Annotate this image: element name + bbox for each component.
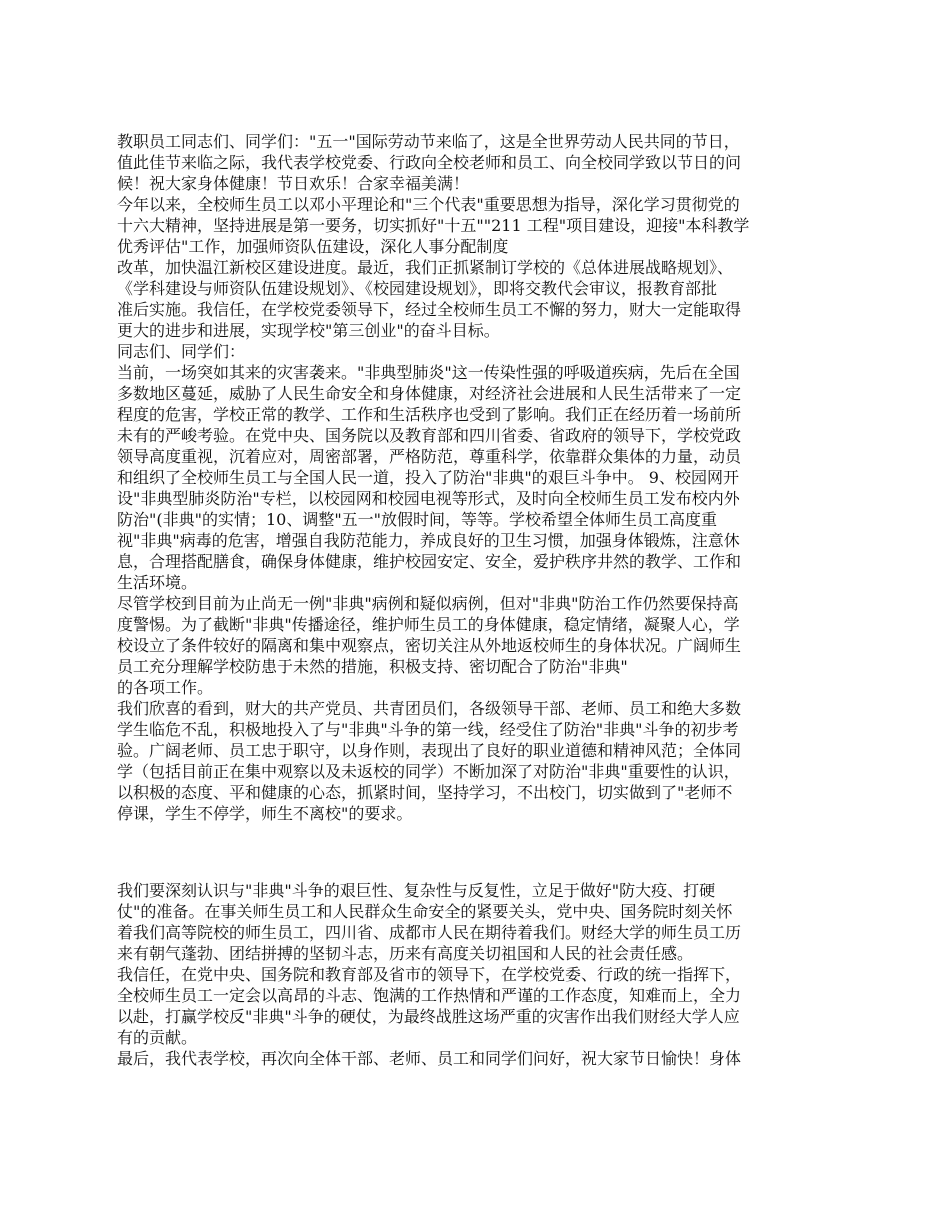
text-line: 仗"的准备。在事关师生员工和人民群众生命安全的紧要关头，党中央、国务院时刻关怀 — [117, 902, 733, 921]
text-line: 准后实施。我信任，在学校党委领导下，经过全校师生员工不懈的努力，财大一定能取得 — [117, 300, 742, 319]
text-line: 我们欣喜的看到，财大的共产党员、共青团员们，各级领导干部、老师、员工和绝大多数 — [117, 699, 742, 718]
text-line: 防治"(非典"的实情；10、调整"五一"放假时间，等等。学校希望全体师生员工高度重 — [117, 510, 718, 529]
text-line: 和组织了全校师生员工与全国人民一道，投入了防治"非典"的艰巨斗争中。 9、校园网开 — [117, 468, 739, 487]
text-line: 的各项工作。 — [117, 678, 214, 697]
text-line: 教职员工同志们、同学们："五一"国际劳动节来临了，这是全世界劳动人民共同的节日， — [117, 132, 740, 151]
speech-body-section-2 — [117, 880, 839, 1069]
text-line: 同志们、同学们： — [117, 342, 246, 361]
text-line: 最后，我代表学校，再次向全体干部、老师、员工和同学们问好，祝大家节日愉快！身体 — [117, 1049, 742, 1068]
text-line: 十六大精神，坚持进展是第一要务，切实抓好"十五""211 工程"项目建设，迎接"本科教学 — [117, 216, 750, 235]
text-line: 生活环境。 — [117, 573, 198, 592]
text-line: 今年以来，全校师生员工以邓小平理论和"三个代表"重要思想为指导，深化学习贯彻党的 — [117, 195, 740, 214]
text-line: 来有朝气蓬勃、团结拼搏的坚韧斗志，历来有高度关切祖国和人民的社会责任感。 — [117, 944, 694, 963]
text-line: 设"非典型肺炎防治"专栏，以校园网和校园电视等形式，及时向全校师生员工发布校内外 — [117, 489, 740, 508]
text-line: 息，合理搭配膳食，确保身体健康，维护校园安定、安全，爱护秩序井然的教学、工作和 — [117, 552, 742, 571]
text-line: 多数地区蔓延，威胁了人民生命安全和身体健康，对经济社会进展和人民生活带来了一定 — [117, 384, 742, 403]
text-line: 着我们高等院校的师生员工，四川省、成都市人民在期待着我们。财经大学的师生员工历 — [117, 923, 742, 942]
text-line: 度警惕。为了截断"非典"传播途径，维护师生员工的身体健康，稳定情绪，凝聚人心，学 — [117, 615, 740, 634]
text-line: 学生临危不乱，积极地投入了与"非典"斗争的第一线，经受住了防治"非典"斗争的初步考 — [117, 720, 739, 739]
text-line: 改革，加快温江新校区建设进度。最近，我们正抓紧制订学校的《总体进展战略规划》、 — [117, 258, 734, 277]
text-line: 以赴，打赢学校反"非典"斗争的硬仗，为最终战胜这场严重的灾害作出我们财经大学人应 — [117, 1007, 740, 1026]
text-line: 候！祝大家身体健康！节日欢乐！合家幸福美满！ — [117, 174, 470, 193]
speech-body-section-1 — [117, 131, 839, 824]
text-line: 全校师生员工一定会以高昂的斗志、饱满的工作热情和严谨的工作态度，知难而上，全力 — [117, 986, 742, 1005]
text-line: 尽管学校到目前为止尚无一例"非典"病例和疑似病例，但对"非典"防治工作仍然要保持高 — [117, 594, 739, 613]
text-line: 有的贡献。 — [117, 1028, 198, 1047]
text-line: 未有的严峻考验。在党中央、国务院以及教育部和四川省委、省政府的领导下，学校党政 — [117, 426, 742, 445]
text-line: 更大的进步和进展，实现学校"第三创业"的奋斗目标。 — [117, 321, 500, 340]
text-line: 以积极的态度、平和健康的心态，抓紧时间，坚持学习，不出校门，切实做到了"老师不 — [117, 783, 733, 802]
text-line: 员工充分理解学校防患于未然的措施，积极支持、密切配合了防治"非典" — [117, 657, 628, 676]
text-line: 程度的危害，学校正常的教学、工作和生活秩序也受到了影响。我们正在经历着一场前所 — [117, 405, 742, 424]
text-line: 停课，学生不停学，师生不离校"的要求。 — [117, 804, 413, 823]
text-line: 我信任，在党中央、国务院和教育部及省市的领导下，在学校党委、行政的统一指挥下， — [117, 965, 742, 984]
text-line: 领导高度重视，沉着应对，周密部署，严格防范，尊重科学，依靠群众集体的力量，动员 — [117, 447, 742, 466]
text-line: 验。广阔老师、员工忠于职守，以身作则，表现出了良好的职业道德和精神风范；全体同 — [117, 741, 742, 760]
text-line: 校设立了条件较好的隔离和集中观察点，密切关注从外地返校师生的身体状况。广阔师生 — [117, 636, 742, 655]
text-line: 优秀评估"工作，加强师资队伍建设，深化人事分配制度 — [117, 237, 509, 256]
text-line: 值此佳节来临之际，我代表学校党委、行政向全校老师和员工、向全校同学致以节日的问 — [117, 153, 742, 172]
text-line: 《学科建设与师资队伍建设规划》、《校园建设规划》，即将交教代会审议，报教育部批 — [117, 279, 718, 298]
text-line: 视"非典"病毒的危害，增强自我防范能力，养成良好的卫生习惯，加强身体锻炼，注意休 — [117, 531, 740, 550]
text-line: 当前，一场突如其来的灾害袭来。"非典型肺炎"这一传染性强的呼吸道疾病，先后在全国 — [117, 363, 740, 382]
text-line: 我们要深刻认识与"非典"斗争的艰巨性、复杂性与反复性，立足于做好"防大疫、打硬 — [117, 881, 716, 900]
text-line: 学（包括目前正在集中观察以及未返校的同学）不断加深了对防治"非典"重要性的认识， — [117, 762, 740, 781]
